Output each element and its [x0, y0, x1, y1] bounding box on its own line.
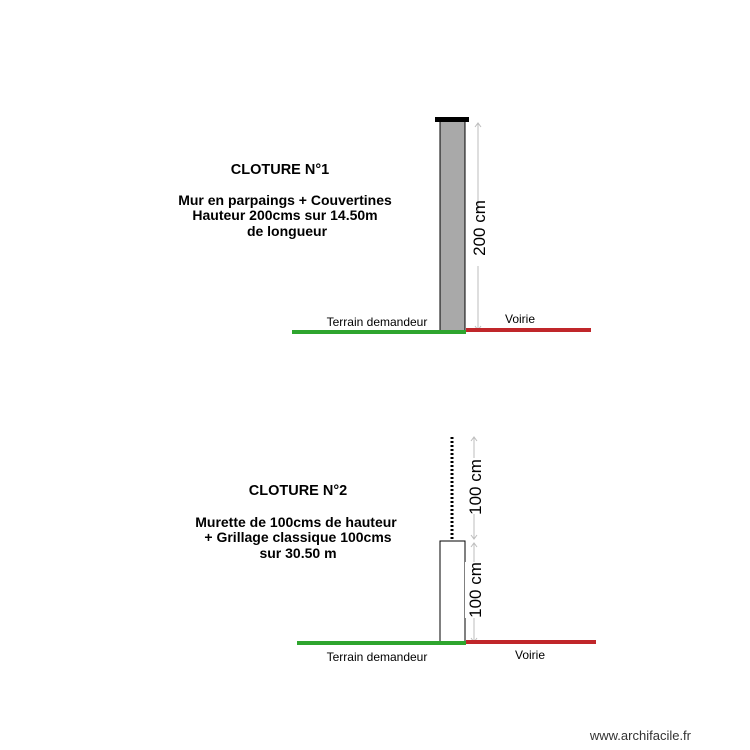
fence-1-block-wall: [440, 121, 465, 331]
fence-2-label-road: Voirie: [514, 648, 546, 662]
fence-1-description-line-1: Mur en parpaings + Couvertines: [178, 192, 392, 208]
fence-1-label-road: Voirie: [504, 312, 536, 326]
fence-2: [195, 437, 596, 664]
fence-1-description-line-2: Hauteur 200cms sur 14.50m: [192, 207, 378, 223]
fence-2-low-wall: [440, 541, 465, 642]
fence-2-title: CLOTURE N°2: [248, 483, 348, 499]
fence-1-dimension-label: 200 cm: [470, 200, 489, 256]
fence-1-description-line-3: de longueur: [246, 223, 328, 239]
fence-2-dimension-bottom-label: 100 cm: [466, 562, 485, 618]
fence-1-title: CLOTURE N°1: [230, 162, 330, 178]
watermark: www.archifacile.fr: [589, 728, 691, 743]
fence-2-description-line-1: Murette de 100cms de hauteur: [195, 514, 397, 530]
fence-2-label-plaintiff: Terrain demandeur: [326, 650, 428, 664]
fence-2-description-line-2: + Grillage classique 100cms: [204, 529, 392, 545]
fence-1: [178, 117, 591, 332]
fence-2-dimension-top-label: 100 cm: [466, 459, 485, 515]
fence-1-label-plaintiff: Terrain demandeur: [326, 315, 428, 329]
fence-1-coping-cap: [435, 117, 469, 122]
fence-2-description-line-3: sur 30.50 m: [259, 545, 337, 561]
